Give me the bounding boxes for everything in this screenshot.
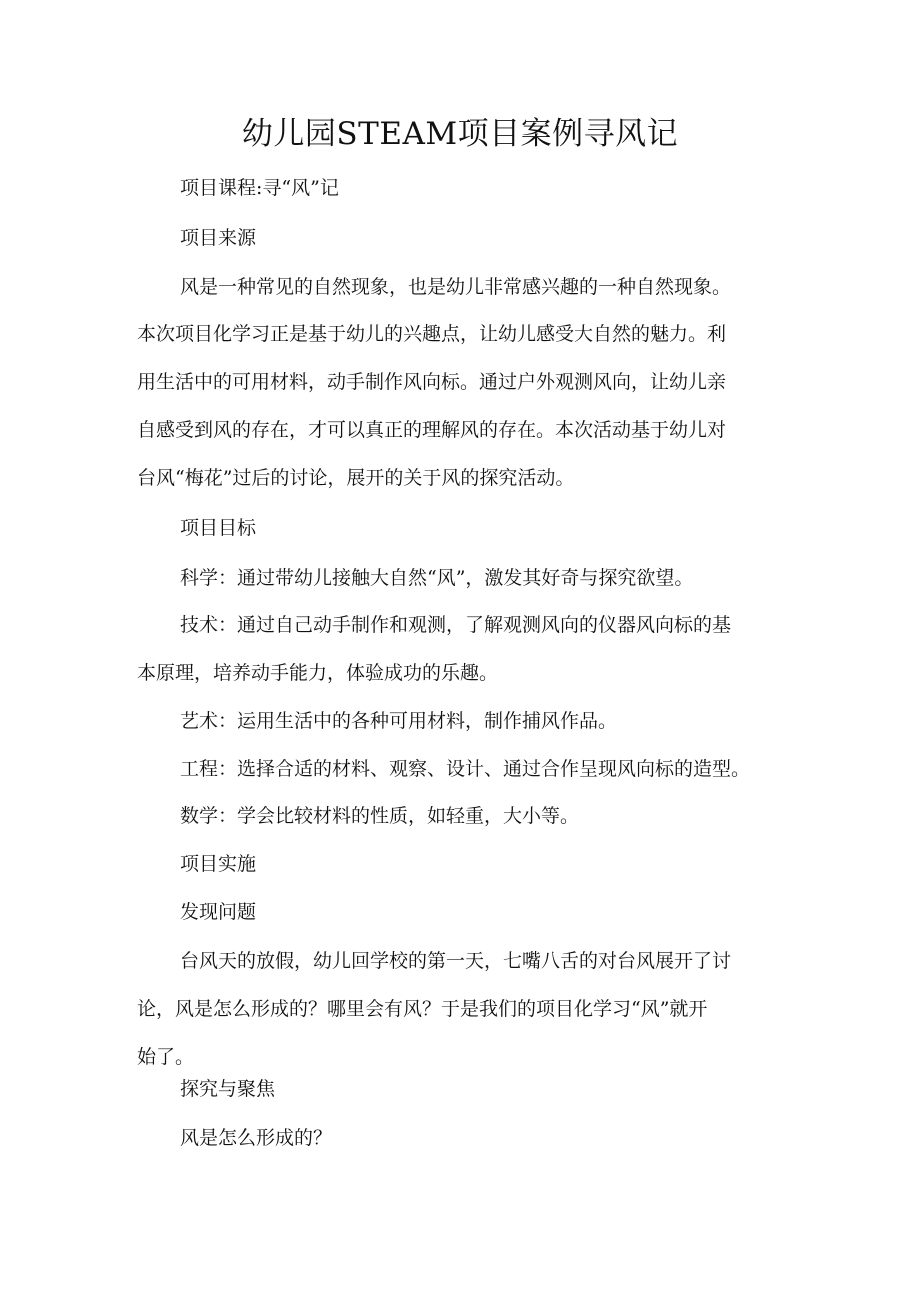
document-title: 幼儿园STEAM项目案例寻风记 [241, 116, 679, 152]
goal-engineering: 工程：选择合适的材料、观察、设计、通过合作呈现风向标的造型。 [180, 758, 751, 780]
source-paragraph-line: 本次项目化学习正是基于幼儿的兴趣点，让幼儿感受大自然的魅力。利 [137, 323, 727, 345]
course-line: 项目课程:寻“风”记 [180, 177, 339, 199]
source-heading: 项目来源 [180, 227, 257, 249]
discover-heading: 发现问题 [180, 901, 257, 923]
goal-science: 科学：通过带幼儿接触大自然“风”，激发其好奇与探究欲望。 [180, 567, 694, 589]
discover-paragraph-line: 论，风是怎么形成的？哪里会有风？于是我们的项目化学习“风”就开 [137, 998, 708, 1020]
goal-technology-line: 技术：通过自己动手制作和观测，了解观测风向的仪器风向标的基 [180, 614, 732, 636]
source-paragraph-line: 自感受到风的存在，才可以真正的理解风的存在。本次活动基于幼儿对 [137, 419, 727, 441]
source-paragraph-line: 用生活中的可用材料，动手制作风向标。通过户外观测风向，让幼儿亲 [137, 371, 727, 393]
goal-art: 艺术：运用生活中的各种可用材料，制作捕风作品。 [180, 710, 618, 732]
explore-heading: 探究与聚焦 [180, 1078, 276, 1100]
goal-math: 数学：学会比较材料的性质，如轻重，大小等。 [180, 805, 580, 827]
goals-heading: 项目目标 [180, 517, 257, 539]
implementation-heading: 项目实施 [180, 853, 257, 875]
discover-paragraph-line: 始了。 [137, 1046, 195, 1068]
source-paragraph-line: 台风“梅花”过后的讨论，展开的关于风的探究活动。 [137, 467, 575, 489]
source-paragraph-line: 风是一种常见的自然现象，也是幼儿非常感兴趣的一种自然现象。 [180, 276, 732, 298]
explore-question: 风是怎么形成的？ [180, 1127, 333, 1149]
goal-technology-line: 本原理，培养动手能力，体验成功的乐趣。 [137, 662, 499, 684]
discover-paragraph-line: 台风天的放假，幼儿回学校的第一天，七嘴八舌的对台风展开了讨 [180, 950, 732, 972]
